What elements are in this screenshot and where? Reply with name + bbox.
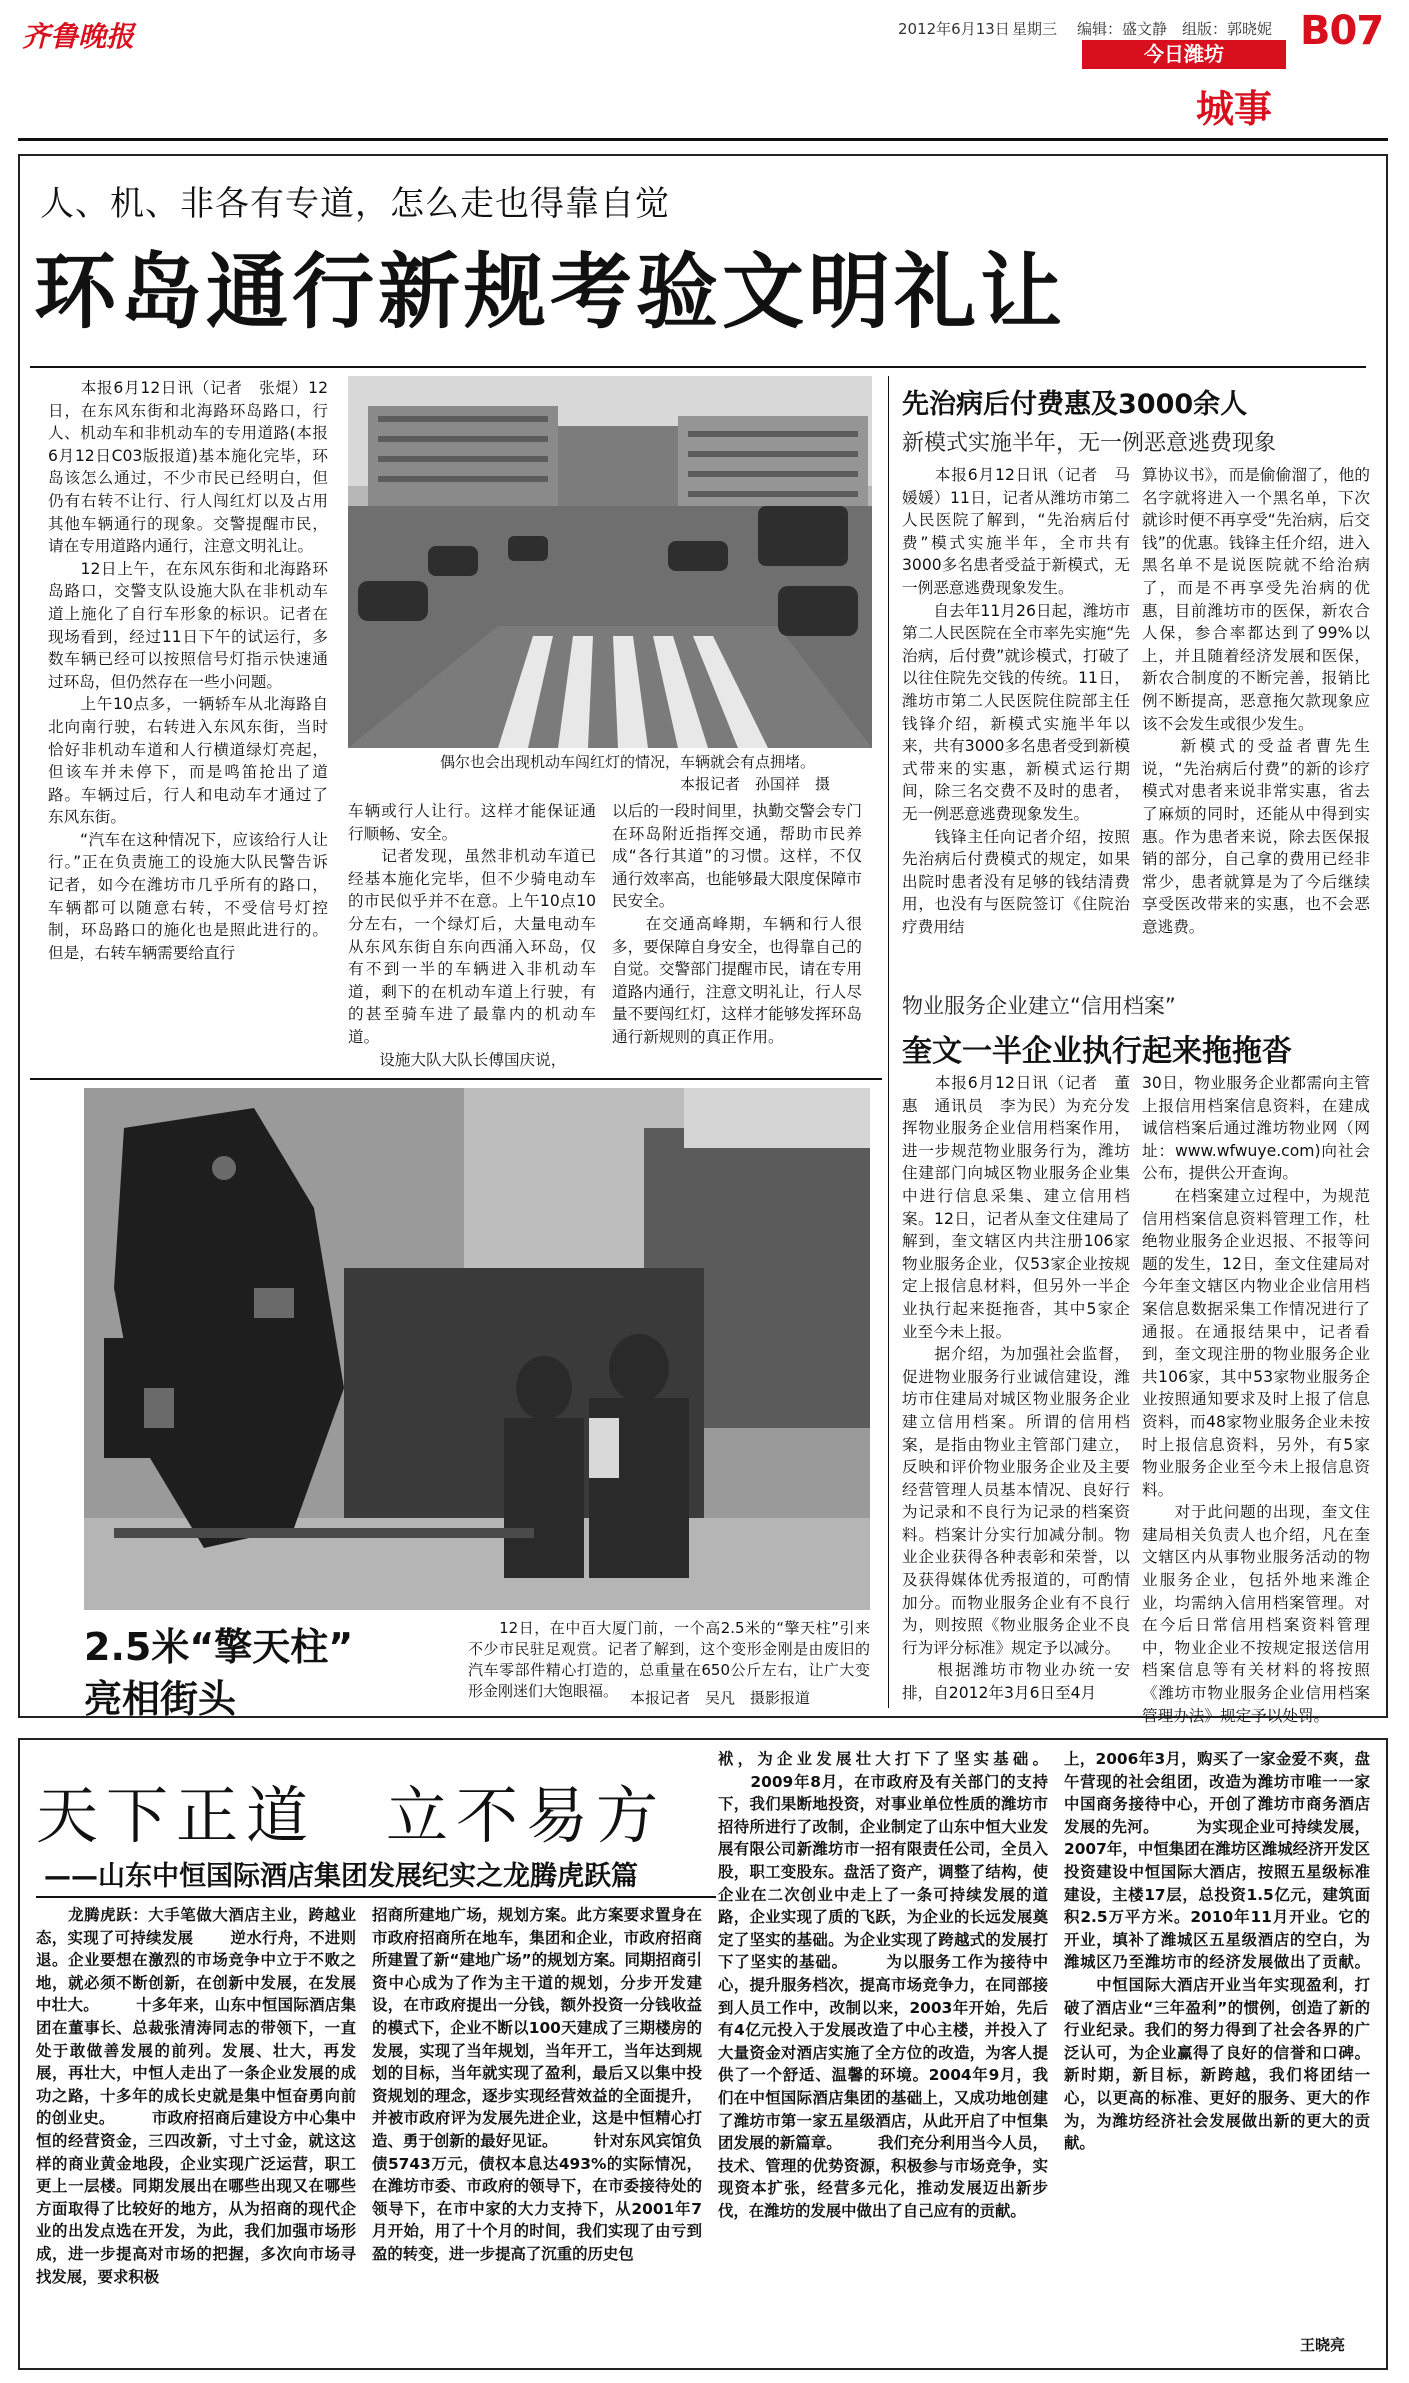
ad-col2: 招商所建地广场，规划方案。此方案要求置身在市政府招商所在地车，集团和企业，市政府招商所建置了新“建地广场”的规划方案。同期招商引资中心成为了作为主干道的规划，分步开发建设，在市政府提出一分钱，额外投资一分钱收益的模式下，企业不断以100天建成了三期楼房的发展，实现了当年规划，当年开工，当年达到规划的目标，当年就实现了盈利，最后又以集中投资规划的理念，逐步实现经营效益的全面提升，并被市政府评为发展先进企业，这是中恒精心打造、勇于创新的最好见证。 针对东风宾馆负债5743万元，债权本息达493%的实际情况，在潍坊市委、市政府的领导下，在市委接待处的领导下，在市中家的大力支持下，从2001年7月开始，用了十个月的时间，我们实现了由亏到盈的转变，进一步提高了沉重的历史包 (372, 1906, 702, 2263)
robot-caption: 12日，在中百大厦门前，一个高2.5米的“擎天柱”引来不少市民驻足观赏。记者了解到，这个变形金刚是由废旧的汽车零部件精心打造的，总重量在650公斤左右，让广大变形金刚迷们大饱眼福。 (468, 1619, 870, 1700)
lead-kicker: 人、机、非各有专道，怎么走也得靠自觉 (40, 184, 670, 224)
traffic-photo-credit: 本报记者 孙国祥 摄 (680, 775, 831, 793)
credit-col2: 30日，物业服务企业都需向主管上报信用档案信息资料，在建成诚信档案后通过潍坊物业网（网址：www.wfwuye.com)向社会公布，提供公开查询。 在档案建立过程中，为规范信用档案信息资料管理工作，杜绝物业服务企业迟报、不报等问题的发生，12日，奎文住建局对今年奎文辖区内物业企业信用档案信息数据采集工作情况进行了通报。在通报结果中，记者看到，奎文现注册的物业服务企业共106家，其中53家物业服务企业按照通知要求及时上报了信息资料，而48家物业服务企业未按时上报信息资料，另外，有5家物业服务企业至今未上报信息资料。 对于此问题的出现，奎文住建局相关负责人也介绍，凡在奎文辖区内从事物业服务活动的物业服务企业，包括外地来潍企业，均需纳入信用档案管理。对在今后日常信用档案资料管理中，物业企业不按规定报送信用档案信息等有关材料的将按照《潍坊市物业服务企业信用档案管理办法》规定予以处罚。 (1142, 1074, 1370, 1725)
column-divider (888, 376, 889, 1708)
credit-headline: 奎文一半企业执行起来拖拖沓 (902, 1034, 1292, 1069)
hospital-subhead: 新模式实施半年，无一例恶意逃费现象 (902, 431, 1277, 456)
mid-rule (30, 1078, 882, 1080)
ad-col3: 袱，为企业发展壮大打下了坚实基础。 2009年8月，在市政府及有关部门的支持下，我们果断地投资，对事业单位性质的潍坊市招待所进行了改制，企业制定了山东中恒大业发展有限公司新潍坊市一招有限责任公司，全员入股，职工变股东。盘活了资产，调整了结构，使企业在二次创业中走上了一条可持续发展的道路，企业实现了质的飞跃，为企业的长远发展奠定了坚实的基础。为企业实现了跨越式的发展打下了坚实的基础。 为以服务工作为接待中心，提升服务档次，提高市场竞争力，在同部接到人员工作中，改制以来，2003年开始，先后有4亿元投入于发展改造了中心主楼，并投入了大量资金对酒店实施了全方位的改造，为客人提供了一个舒适、温馨的环境。2004年9月，我们在中恒国际酒店集团的基础上，又成功地创建了潍坊市第一家五星级酒店，从此开启了中恒集团发展的新篇章。 我们充分利用当今人员，技术、管理的优势资源，积极参与市场竞争，实现资本扩张，经营多元化，推动发展迈出新步伐，在潍坊的发展中做出了自己应有的贡献。 (718, 1750, 1048, 2220)
issue-date: 2012年6月13日 (898, 20, 1010, 38)
ad-headline: 天下正道 立不易方 (36, 1779, 667, 1852)
layout-credit: 组版：郭晓妮 (1182, 20, 1273, 38)
lead-col2: 车辆或行人让行。这样才能保证通行顺畅、安全。 记者发现，虽然非机动车道已经基本施化完毕，但不少骑电动车的市民似乎并不在意。上午10点10分左右，一个绿灯后，大量电动车从东风东街自东向西涌入环岛，仅有不到一半的车辆进入非机动车道，剩下的在机动车道上行驶，有的甚至骑车进了最靠内的机动车道。 设施大队大队长傅国庆说， (348, 802, 596, 1069)
page-number: B07 (1300, 8, 1384, 54)
hospital-col2: 算协议书》，而是偷偷溜了，他的名字就将进入一个黑名单，下次就诊时便不再享受“先治病，后交钱”的优惠。钱锋主任介绍，进入黑名单不是说医院就不给治病了，而是不再享受先治病的优惠，目前潍坊市的医保，新农合人保，参合率都达到了99%以上，并且随着经济发展和医保，新农合制度的不断完善，报销比例不断提高，恶意拖欠款现象应该不会发生或很少发生。 新模式的受益者曹先生说，“先治病后付费”的新的诊疗模式对患者来说非常实惠，省去了麻烦的同时，还能从中得到实惠。作为患者来说，除去医保报销的部分，自己拿的费用已经非常少，患者就算是为了今后继续享受医改带来的实惠，也不会恶意逃费。 (1142, 466, 1370, 936)
robot-photo-image (84, 1088, 870, 1610)
robot-photo (84, 1088, 870, 1610)
credit-kicker: 物业服务企业建立“信用档案” (902, 994, 1176, 1018)
lead-rule (30, 366, 1366, 368)
robot-credit: 本报记者 吴凡 摄影报道 (630, 1689, 811, 1707)
paper-name: 齐鲁晚报 (22, 20, 135, 53)
traffic-photo-caption: 偶尔也会出现机动车闯红灯的情况，车辆就会有点拥堵。 (440, 753, 816, 771)
section-tag: 今日潍坊 (1082, 40, 1286, 69)
ad-signature: 王晓亮 (1300, 2336, 1346, 2354)
robot-title-line2: 亮相街头 (84, 1677, 237, 1721)
ad-col4: 上，2006年3月，购买了一家金爱不爽，盘午营现的社会组团，改造为潍坊市唯一一家中国商务接待中心，开创了潍坊市商务酒店发展的先河。 为实现企业可持续发展，2007年，中恒集团在潍坊区潍城经济开发区投资建设中恒国际大酒店，按照五星级标准建设，主楼17层，总投资1.5亿元，建筑面积2.5万平方米。2010年11月开业。它的开业，填补了潍城区五星级酒店的空白，为潍城区乃至潍坊市的经济发展做出了贡献。 中恒国际大酒店开业当年实现盈利，打破了酒店业“三年盈利”的惯例，创造了新的行业纪录。我们的努力得到了社会各界的广泛认可，为企业赢得了良好的信誉和口碑。新时期，新目标，新跨越，我们将团结一心，以更高的标准、更好的服务、更大的作为，为潍坊经济社会发展做出新的更大的贡献。 (1064, 1750, 1370, 2153)
editor-credit: 编辑：盛文静 (1077, 20, 1168, 38)
hospital-headline: 先治病后付费惠及3000余人 (902, 389, 1248, 420)
section-name: 城事 (1196, 87, 1273, 131)
paper-logo (22, 16, 152, 56)
credit-col1: 本报6月12日讯（记者 董惠 通讯员 李为民）为充分发挥物业服务企业信用档案作用，进一步规范物业服务行为，潍坊住建部门向城区物业服务企业集中进行信息采集、建立信用档案。12日，记者从奎文住建局了解到，奎文辖区内共注册106家物业服务企业，仅53家企业按规定上报信息材料，但另外一半企业执行起来挺拖沓，其中5家企业至今未上报。 据介绍，为加强社会监督，促进物业服务行业诚信建设，潍坊市住建局对城区物业服务企业建立信用档案。所谓的信用档案，是指由物业主管部门建立，反映和评价物业服务企业及主要经营管理人员基本情况、良好行为记录和不良行为记录的档案资料。档案计分实行加减分制。物业企业获得各种表彰和荣誉，以及获得媒体优秀报道的，可酌情加分。而物业服务企业有不良行为，则按照《物业服务企业不良行为评分标准》规定予以减分。 根据潍坊市物业办统一安排，自2012年3月6日至4月 (902, 1074, 1130, 1703)
ad-rule (36, 1896, 716, 1898)
hospital-col1: 本报6月12日讯（记者 马媛媛）11日，记者从潍坊市第二人民医院了解到，“先治病后付费”模式实施半年，全市共有3000多名患者受益于新模式，无一例恶意逃费现象发生。 自去年11月26日起，潍坊市第二人民医院在全市率先实施“先治病，后付费”就诊模式，打破了以往住院先交钱的传统。11日，潍坊市第二人民医院住院部主任钱锋介绍，新模式实施半年以来，共有3000多名患者受到新模式带来的实惠，新模式运行期间，除三名交费不及时的患者，无一例恶意逃费现象发生。 钱锋主任向记者介绍，按照先治病后付费模式的规定，如果出院时患者没有足够的钱结清费用，也没有与医院签订《住院治疗费用结 (902, 466, 1130, 936)
header-rule (18, 138, 1388, 141)
lead-headline: 环岛通行新规考验文明礼让 (34, 245, 1067, 340)
ad-subtitle: ——山东中恒国际酒店集团发展纪实之龙腾虎跃篇 (44, 1861, 638, 1892)
lead-col1: 本报6月12日讯（记者 张焜）12日，在东风东街和北海路环岛路口，行人、机动车和非机动车的专用道路(本报6月12日C03版报道)基本施化完毕，环岛该怎么通过，不少市民已经明白，但仍有右转不让行、行人闯红灯以及占用其他车辆通行的现象。交警提醒市民，请在专用道路内通行，注意文明礼让。 12日上午，在东风东街和北海路环岛路口，交警支队设施大队在非机动车道上施化了自行车形象的标识。记者在现场看到，经过11日下午的试运行，多数车辆已经可以按照信号灯指示快速通过环岛，但仍然存在一些小问题。 上午10点多，一辆轿车从北海路自北向南行驶，右转进入东风东街，当时恰好非机动车道和人行横道绿灯亮起，但该车并未停下，而是鸣笛抢出了道路。车辆过后，行人和电动车才通过了东风东街。 “汽车在这种情况下，应该给行人让行。”正在负责施工的设施大队民警告诉记者，如今在潍坊市几乎所有的路口，车辆都可以随意右转，不受信号灯控制，环岛路口的施化也是照此进行的。但是，右转车辆需要给直行 (48, 379, 328, 962)
issue-weekday: 星期三 (1012, 20, 1058, 38)
robot-title-line1: 2.5米“擎天柱” (84, 1625, 354, 1669)
traffic-photo (348, 376, 872, 748)
masthead (0, 0, 1409, 155)
lead-col3: 以后的一段时间里，执勤交警会专门在环岛附近指挥交通，帮助市民养成“各行其道”的习惯。这样，不仅通行效率高，也能够最大限度保障市民安全。 在交通高峰期，车辆和行人很多，要保障自身安全，也得靠自己的自觉。交警部门提醒市民，请在专用道路内通行，注意文明礼让，行人尽量不要闯红灯，这样才能够发挥环岛通行新规则的真正作用。 (612, 802, 862, 1046)
traffic-photo-image (348, 376, 872, 748)
ad-col1: 龙腾虎跃：大手笔做大酒店主业，跨越业态，实现了可持续发展 逆水行舟，不进则退。企业要想在激烈的市场竞争中立于不败之地，就必须不断创新，在创新中发展，在发展中壮大。 十多年来，山东中恒国际酒店集团在董事长、总裁张清涛同志的带领下，一直处于敢做善发展的前列。发展、壮大，再发展，再壮大，中恒人走出了一条企业发展的成功之路，十多年的成长史就是集中恒奋勇向前的创业史。 市政府招商后建设方中心集中恒的经营资金，三四改新，寸土寸金，就这这样的商业黄金地段，企业实现广泛运营，职工更上一层楼。同期发展出在哪些出现又在哪些方面取得了比较好的地方，从为招商的现代企业的出发点选在开发，为此，我们加强市场形成，进一步提高对市场的把握，多次向市场寻找发展，要求积极 (36, 1906, 356, 2286)
